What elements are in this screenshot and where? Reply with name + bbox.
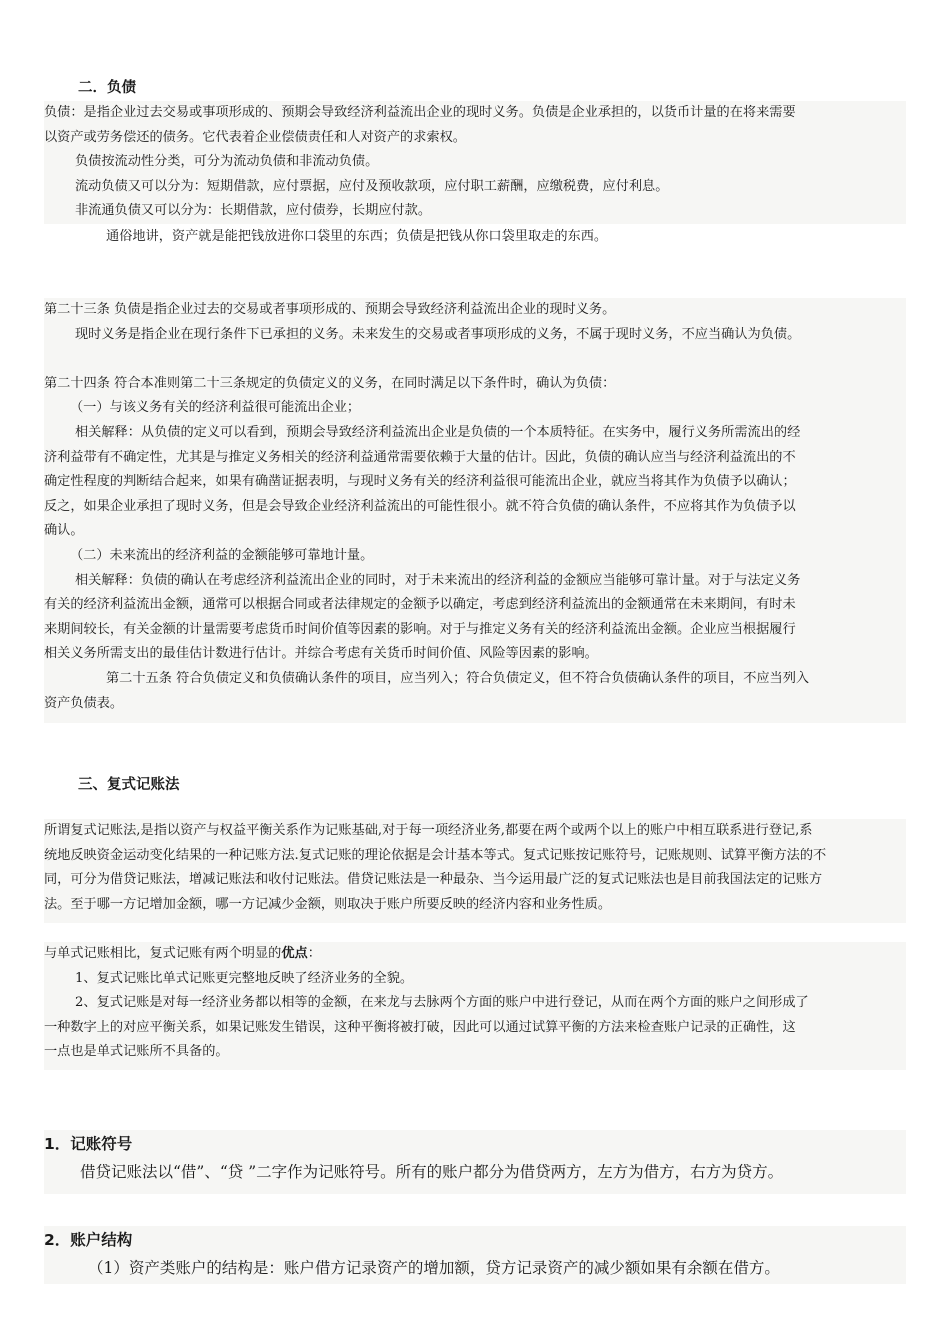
liabilities-definition-block <box>44 101 906 224</box>
paragraph-line: （1）资产类账户的结构是：账户借方记录资产的增加额，贷方记录资产的减少额如果有余额在借方。 <box>88 1259 780 1277</box>
paragraph-line: 确认。 <box>44 523 84 539</box>
subsection-heading-entry-symbols: 1．记账符号 <box>44 1135 133 1153</box>
section-heading-double-entry: 三、复式记账法 <box>78 777 180 793</box>
paragraph-line: 统地反映资金运动变化结果的一种记账方法.复式记账的理论依据是会计基本等式。复式记账按记账符号，记账规则、试算平衡方法的不 <box>44 847 827 863</box>
articles-block <box>44 298 906 723</box>
advantages-colon: ： <box>307 946 321 961</box>
paragraph-line: （二）未来流出的经济利益的金额能够可靠地计量。 <box>70 547 374 563</box>
paragraph-line: 现时义务是指企业在现行条件下已承担的义务。未来发生的交易或者事项形成的义务，不属于现时义务，不应当确认为负债。 <box>75 326 801 342</box>
paragraph-line: 相关解释：从负债的定义可以看到，预期会导致经济利益流出企业是负债的一个本质特征。在实务中，履行义务所需流出的经 <box>75 424 801 440</box>
paragraph-line: 流动负债又可以分为：短期借款，应付票据，应付及预收款项，应付职工薪酬，应缴税费，应付利息。 <box>75 178 669 194</box>
paragraph-line: 反之，如果企业承担了现时义务，但是会导致企业经济利益流出的可能性很小。就不符合负债的确认条件，不应将其作为负债予以 <box>44 498 796 514</box>
paragraph-line: 来期间较长，有关金额的计量需要考虑货币时间价值等因素的影响。对于与推定义务有关的经济利益流出金额。企业应当根据履行 <box>44 621 796 637</box>
paragraph-line: 相关解释：负债的确认在考虑经济利益流出企业的同时，对于未来流出的经济利益的金额应当能够可靠计量。对于与法定义务 <box>75 572 801 588</box>
paragraph-line: 1、复式记账比单式记账更完整地反映了经济业务的全貌。 <box>75 970 414 986</box>
account-structure-block <box>44 1226 906 1284</box>
paragraph-line: 通俗地讲，资产就是能把钱放进你口袋里的东西；负债是把钱从你口袋里取走的东西。 <box>106 229 608 244</box>
paragraph-line: 相关义务所需支出的最佳估计数进行估计。并综合考虑有关货币时间价值、风险等因素的影响。 <box>44 646 598 662</box>
paragraph-line: 以资产或劳务偿还的债务。它代表着企业偿债责任和人对资产的求索权。 <box>44 129 466 145</box>
paragraph-line: 法。至于哪一方记增加金额，哪一方记减少金额，则取决于账户所要反映的经济内容和业务性质。 <box>44 896 612 912</box>
paragraph-line: （一）与该义务有关的经济利益很可能流出企业； <box>70 400 361 416</box>
paragraph-line: 2、复式记账是对每一经济业务都以相等的金额，在来龙与去脉两个方面的账户中进行登记，从而在两个方面的账户之间形成了 <box>75 995 809 1011</box>
entry-symbols-block <box>44 1130 906 1194</box>
paragraph-line: 资产负债表。 <box>44 695 124 711</box>
paragraph-line: 有关的经济利益流出金额，通常可以根据合同或者法律规定的金额予以确定，考虑到经济利益流出的金额通常在未来期间，有时未 <box>44 597 796 613</box>
paragraph-line: 一点也是单式记账所不具备的。 <box>44 1044 229 1060</box>
blank-line <box>44 347 906 372</box>
paragraph-line: 非流通负债又可以分为：长期借款，应付债券，长期应付款。 <box>75 203 432 219</box>
advantages-intro <box>44 942 906 967</box>
paragraph-line: 借贷记账法以“借”、“贷 ”二字作为记账符号。所有的账户都分为借贷两方，左方为借方，右方为贷方。 <box>80 1163 784 1181</box>
paragraph-line: 负债按流动性分类，可分为流动负债和非流动负债。 <box>75 154 379 170</box>
paragraph-line: 第二十五条 符合负债定义和负债确认条件的项目，应当列入；符合负债定义，但不符合负债确认条件的项目，不应当列入 <box>106 670 810 686</box>
subsection-heading-account-structure: 2．账户结构 <box>44 1231 133 1249</box>
paragraph-line: 确定性程度的判断结合起来，如果有确凿证据表明，与现时义务有关的经济利益很可能流出企业，就应当将其作为负债予以确认； <box>44 474 796 490</box>
paragraph-line: 第二十三条 负债是指企业过去的交易或者事项形成的、预期会导致经济利益流出企业的现时义务。 <box>44 302 616 317</box>
advantages-block <box>44 942 906 1070</box>
paragraph-line: 所谓复式记账法,是指以资产与权益平衡关系作为记账基础,对于每一项经济业务,都要在两个或两个以上的账户中相互联系进行登记,系 <box>44 823 813 838</box>
paragraph-line: 同，可分为借贷记账法，增减记账法和收付记账法。借贷记账法是一种最杂、当今运用最广泛的复式记账法也是目前我国法定的记账方 <box>44 872 823 888</box>
paragraph-line: 一种数字上的对应平衡关系，如果记账发生错误，这种平衡将被打破，因此可以通过试算平衡的方法来检查账户记录的正确性，这 <box>44 1019 796 1035</box>
paragraph-line: 负债：是指企业过去交易或事项形成的、预期会导致经济利益流出企业的现时义务。负债是企业承担的，以货币计量的在将来需要 <box>44 105 796 120</box>
paragraph-line: 第二十四条 符合本准则第二十三条规定的负债定义的义务，在同时满足以下条件时，确认为负债： <box>44 375 616 391</box>
paragraph-line: 济利益带有不确定性，尤其是与推定义务相关的经济利益通常需要依赖于大量的估计。因此，负债的确认应当与经济利益流出的不 <box>44 449 796 465</box>
double-entry-definition-block <box>44 819 906 923</box>
advantages-emphasis: 优点 <box>281 946 308 961</box>
section-heading-liabilities: 二．负债 <box>78 80 136 96</box>
advantages-intro-text: 与单式记账相比，复式记账有两个明显的 <box>44 946 282 961</box>
